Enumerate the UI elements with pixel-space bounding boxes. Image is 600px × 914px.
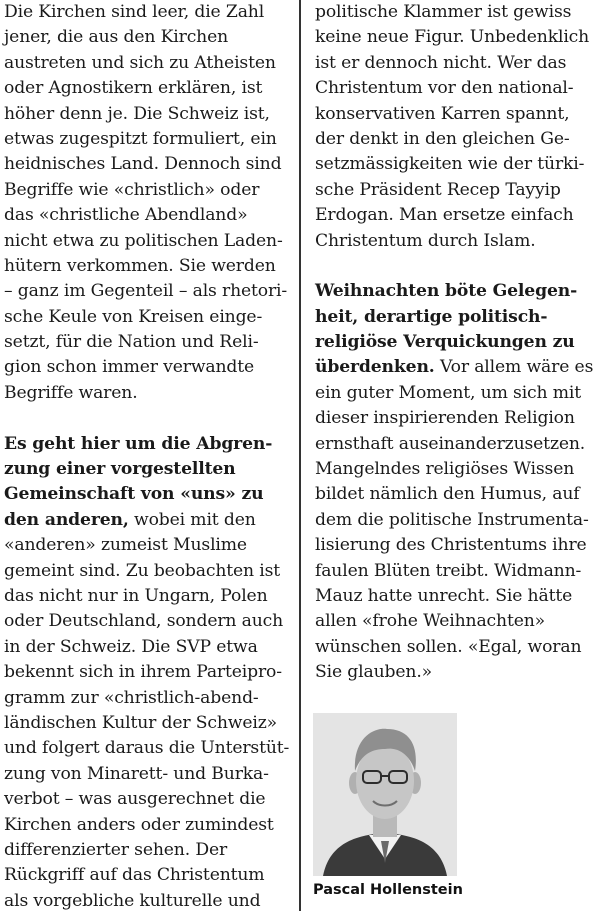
text-line: Begriffe wie «christlich» oder (4, 179, 260, 200)
lead-in-continuation: wobei mit den (128, 509, 256, 530)
text-line: setzmässigkeiten wie der türki- (315, 154, 585, 175)
text-line: bildet nämlich den Humus, auf (315, 484, 580, 505)
paragraph-right-1 (315, 0, 600, 254)
text-line: in der Schweiz. Die SVP etwa (4, 636, 258, 657)
text-line: ernsthaft auseinanderzusetzen. (315, 433, 586, 454)
text-line: «anderen» zumeist Muslime (4, 535, 247, 556)
text-line: Christentum vor den national- (315, 78, 574, 99)
text-line: dieser inspirierenden Religion (315, 408, 575, 429)
text-line: zung von Minarett- und Burka- (4, 763, 269, 784)
text-line (4, 508, 290, 533)
text-line: ländischen Kultur der Schweiz» (4, 712, 277, 733)
text-line: faulen Blüten treibt. Widmann- (315, 560, 582, 581)
column-divider (299, 0, 301, 911)
author-photo (313, 713, 457, 876)
text-line: etwas zugespitzt formuliert, ein (4, 128, 277, 149)
text-line: höher denn je. Die Schweiz ist, (4, 103, 270, 124)
lead-in-continuation: Vor allem wäre es (434, 357, 594, 378)
text-line: keine neue Figur. Unbedenklich (315, 27, 590, 48)
bold-lead-in: überdenken. (315, 357, 435, 378)
text-line: nicht etwa zu politischen Laden- (4, 230, 283, 251)
text-line: Es geht hier um die Abgren- (4, 433, 273, 454)
bold-lead-in: den anderen, (4, 509, 129, 530)
text-line: das «christliche Abendland» (4, 205, 248, 226)
text-line: religiöse Verquickungen zu (315, 332, 575, 353)
text-line: das nicht nur in Ungarn, Polen (4, 585, 268, 606)
text-line: dem die politische Instrumenta- (315, 509, 589, 530)
text-line: und folgert daraus die Unterstüt- (4, 738, 290, 759)
text-line: verbot – was ausgerechnet die (4, 789, 266, 810)
text-line: oder Deutschland, sondern auch (4, 611, 284, 632)
author-name: Pascal Hollenstein (313, 882, 463, 898)
text-line: konservativen Karren spannt, (315, 103, 570, 124)
text-line: lisierung des Christentums ihre (315, 535, 587, 556)
text-line: Weihnachten böte Gelegen- (315, 281, 578, 302)
text-line: austreten und sich zu Atheisten (4, 52, 276, 73)
text-line: Gemeinschaft von «uns» zu (4, 484, 264, 505)
paragraph-right-2 (315, 279, 600, 685)
text-line: differenzierter sehen. Der (4, 839, 228, 860)
text-line: gemeint sind. Zu beobachten ist (4, 560, 281, 581)
text-line: Rückgriff auf das Christentum (4, 865, 265, 886)
column-right (315, 0, 600, 686)
text-line: heit, derartige politisch- (315, 306, 548, 327)
text-line: sche Präsident Recep Tayyip (315, 179, 561, 200)
text-line: sche Keule von Kreisen einge- (4, 306, 263, 327)
text-line: Mangelndes religiöses Wissen (315, 459, 575, 480)
text-line: als vorgebliche kulturelle und (4, 890, 261, 911)
text-line: gion schon immer verwandte (4, 357, 255, 378)
author-portrait-image (313, 713, 457, 876)
text-line: hütern verkommen. Sie werden (4, 255, 276, 276)
text-line: bekennt sich in ihrem Parteipro- (4, 662, 282, 683)
text-line: politische Klammer ist gewiss (315, 2, 572, 22)
text-line: Christentum durch Islam. (315, 230, 536, 251)
text-line: Kirchen anders oder zumindest (4, 814, 274, 835)
column-left (4, 0, 290, 914)
text-line: Erdogan. Man ersetze einfach (315, 205, 574, 226)
text-line: allen «frohe Weihnachten» (315, 611, 546, 632)
text-line: oder Agnostikern erklären, ist (4, 78, 263, 99)
text-line: – ganz im Gegenteil – als rhetori- (4, 281, 288, 302)
text-line: zung einer vorgestellten (4, 459, 236, 480)
paragraph-left-1 (4, 0, 290, 406)
text-line: Die Kirchen sind leer, die Zahl (4, 2, 265, 22)
text-line: der denkt in den gleichen Ge- (315, 128, 570, 149)
text-line: Begriffe waren. (4, 382, 138, 403)
text-line (315, 355, 600, 380)
text-line: Sie glauben.» (315, 662, 432, 683)
text-line: gramm zur «christlich-abend- (4, 687, 259, 708)
text-line: heidnisches Land. Dennoch sind (4, 154, 282, 175)
text-line: setzt, für die Nation und Reli- (4, 332, 259, 353)
text-line: ist er dennoch nicht. Wer das (315, 52, 567, 73)
text-line: jener, die aus den Kirchen (4, 27, 229, 48)
text-line: ein guter Moment, um sich mit (315, 382, 582, 403)
paragraph-left-2 (4, 432, 290, 914)
text-line: wünschen sollen. «Egal, woran (315, 636, 582, 657)
text-line: Mauz hatte unrecht. Sie hätte (315, 585, 573, 606)
